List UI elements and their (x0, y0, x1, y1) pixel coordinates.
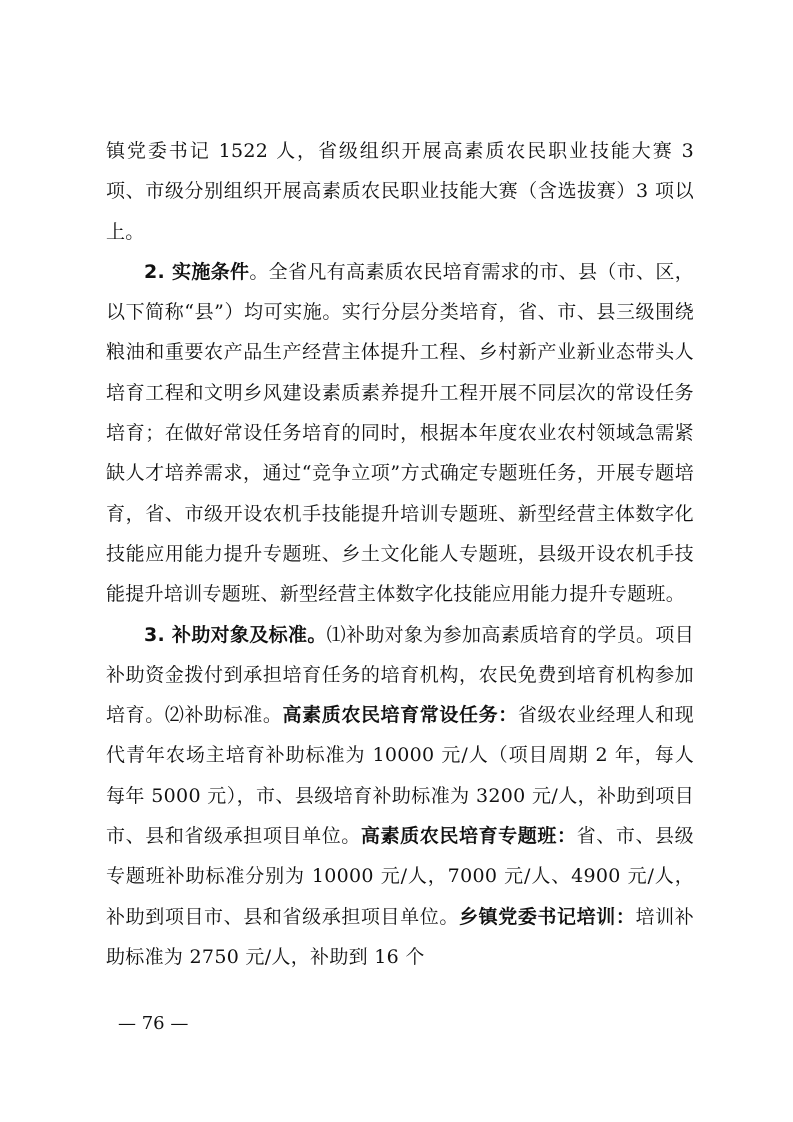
paragraph-text: 培训补助标准为 2750 元/人，补助到 16 个 (106, 905, 695, 968)
paragraph-text: 省级农业经理人和现代青年农场主培育补助标准为 10000 元/人（项目周期 2 年，每人每年 5000 元），市、县级培育补助标准为 3200 元/人，补助到项目市、县和省级承担项目单位。 (106, 704, 695, 848)
bold-subheading: 高素质农民培育专题班： (360, 825, 577, 848)
page-number: — 76 — (118, 1013, 189, 1034)
paragraph-text: ⑴补助对象为参加高素质培育的学员。项目补助资金拨付到承担培育任务的培育机构，农民免费到培育机构参加培育。⑵补助标准。 (106, 623, 694, 727)
paragraph-subsidy-standards (106, 615, 694, 978)
bold-subheading: 高素质农民培育常设任务： (282, 704, 518, 727)
section-heading: 2. 实施条件 (144, 260, 250, 283)
paragraph-text: 镇党委书记 1522 人，省级组织开展高素质农民职业技能大赛 3 项、市级分别组织开展高素质农民职业技能大赛（含选拔赛）3 项以上。 (106, 140, 694, 243)
paragraph-continuation (106, 131, 694, 252)
bold-subheading: 乡镇党委书记培训： (458, 905, 636, 928)
section-heading: 3. 补助对象及标准。 (144, 623, 327, 646)
body-text (106, 131, 694, 977)
paragraph-implementation-conditions (106, 252, 694, 615)
paragraph-text: 省、市、县级专题班补助标准分别为 10000 元/人，7000 元/人、4900 元/人，补助到项目市、县和省级承担项目单位。 (106, 825, 694, 928)
paragraph-text: 。全省凡有高素质农民培育需求的市、县（市、区，以下简称“县”）均可实施。实行分层分类培育，省、市、县三级围绕粮油和重要农产品生产经营主体提升工程、乡村新产业新业态带头人培育工程和文明乡风建设素质素养提升工程开展不同层次的常设任务培育；在做好常设任务培育的同时，根据本年度农业农村领域急需紧缺人才培养需求，通过“竞争立项”方式确定专题班任务，开展专题培育，省、市级开设农机手技能提升培训专题班、新型经营主体数字化技能应用能力提升专题班、乡土文化能人专题班，县级开设农机手技能提升培训专题班、新型经营主体数字化技能应用能力提升专题班。 (106, 260, 694, 606)
